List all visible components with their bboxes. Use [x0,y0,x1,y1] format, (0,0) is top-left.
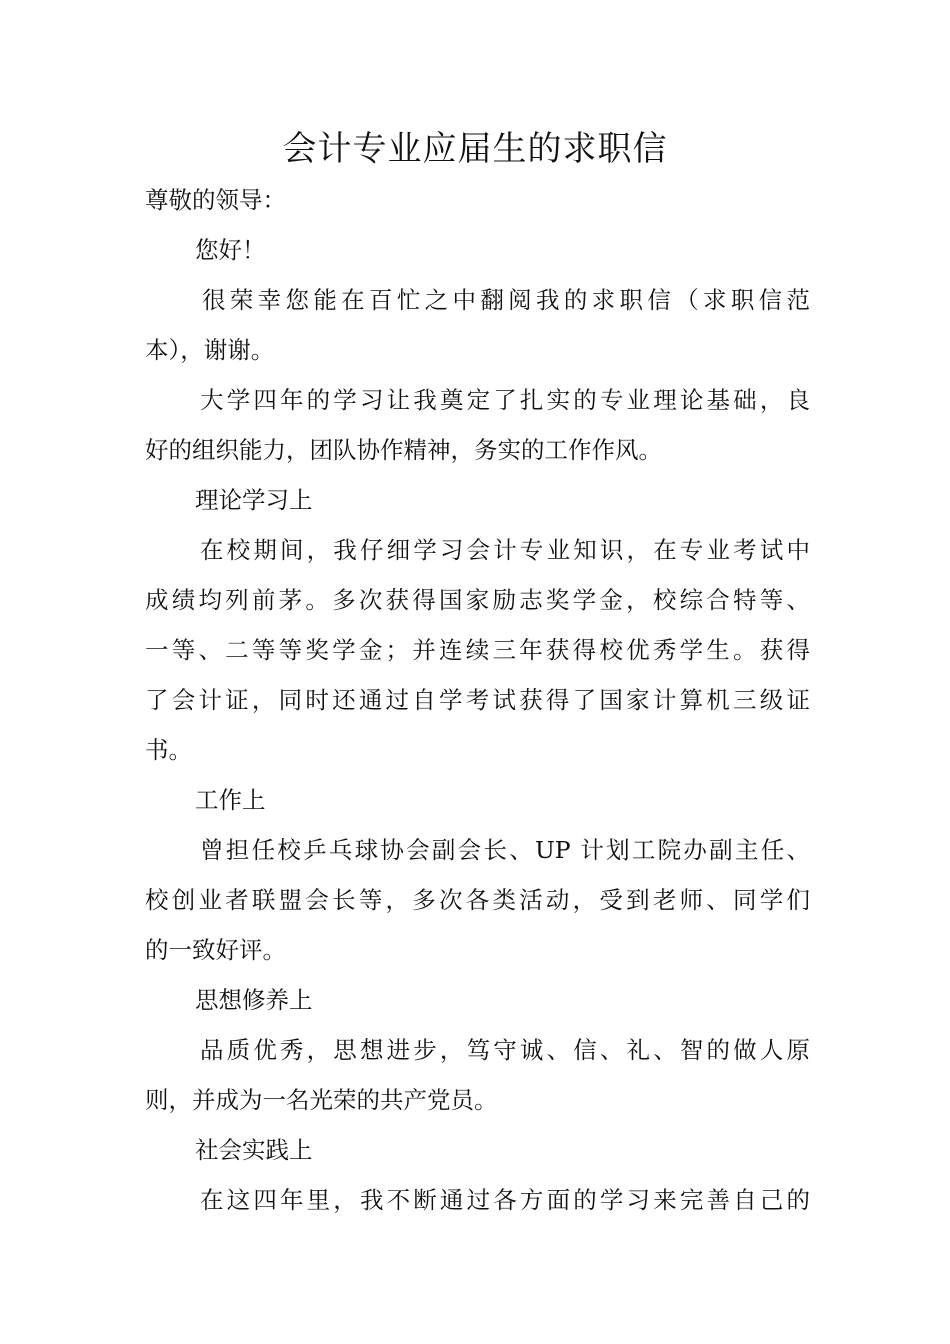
paragraph-line: 大学四年的学习让我奠定了扎实的专业理论基础，良 [200,386,810,414]
paragraph-line: 校创业者联盟会长等，多次各类活动，受到老师、同学们 [145,886,810,914]
paragraph-line: 品质优秀，思想进步，笃守诚、信、礼、智的做人原 [200,1036,810,1064]
paragraph-line: 了会计证，同时还通过自学考试获得了国家计算机三级证 [145,686,810,714]
section-heading: 社会实践上 [195,1136,313,1164]
paragraph-line: 曾担任校乒乓球协会副会长、UP 计划工院办副主任、 [200,836,810,864]
paragraph-line: 书。 [145,736,192,764]
paragraph-line: 在这四年里，我不断通过各方面的学习来完善自己的 [200,1186,810,1214]
salutation: 尊敬的领导： [145,186,286,214]
paragraph-line: 成绩均列前茅。多次获得国家励志奖学金，校综合特等、 [145,586,810,614]
section-heading: 理论学习上 [195,486,313,514]
paragraph-line: 在校期间，我仔细学习会计专业知识，在专业考试中 [200,536,810,564]
paragraph-line: 好的组织能力，团队协作精神，务实的工作作风。 [145,436,662,464]
section-heading: 思想修养上 [195,986,313,1014]
document-title: 会计专业应届生的求职信 [282,129,668,169]
greeting: 您好！ [195,236,266,264]
paragraph-line: 的一致好评。 [145,936,286,964]
paragraph-line: 一等、二等等奖学金；并连续三年获得校优秀学生。获得 [145,636,810,664]
section-heading: 工作上 [195,786,266,814]
paragraph-line: 很荣幸您能在百忙之中翻阅我的求职信（求职信范 [202,286,810,314]
paragraph-line: 本），谢谢。 [145,336,275,364]
paragraph-line: 则，并成为一名光荣的共产党员。 [145,1086,498,1114]
